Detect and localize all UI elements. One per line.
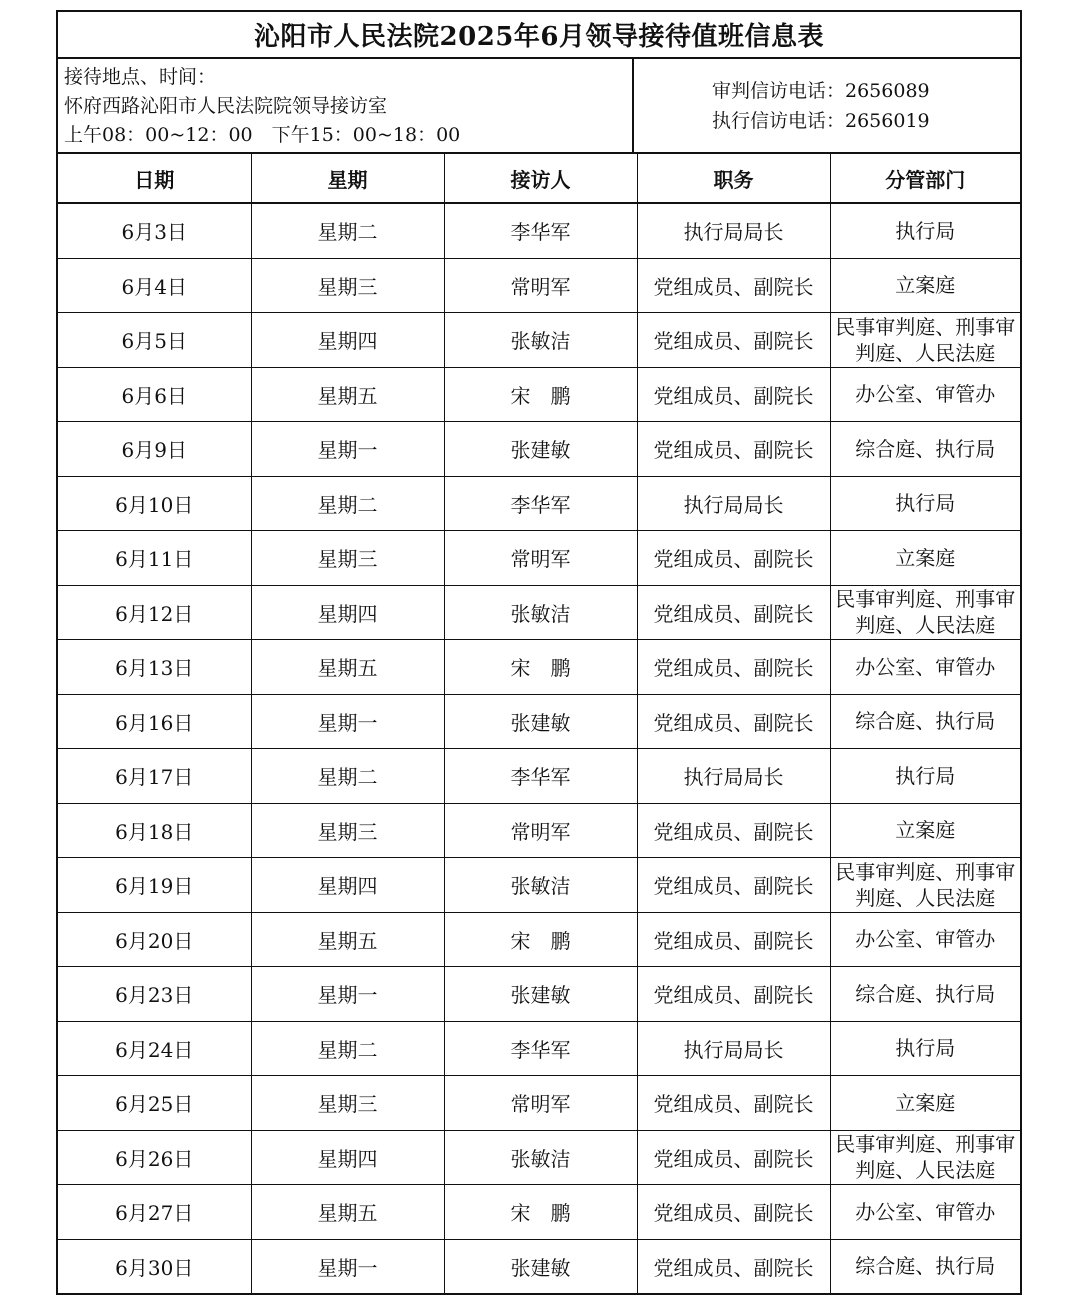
date-cell: 6月4日 xyxy=(58,258,251,313)
weekday-cell: 星期四 xyxy=(251,585,444,640)
table-row xyxy=(58,367,1020,422)
table-row xyxy=(58,694,1020,749)
table-row xyxy=(58,858,1020,913)
person-cell: 张建敏 xyxy=(444,694,637,749)
date-cell: 6月9日 xyxy=(58,422,251,477)
person-cell: 常明军 xyxy=(444,803,637,858)
person-cell: 张建敏 xyxy=(444,422,637,477)
weekday-cell: 星期二 xyxy=(251,749,444,804)
person-cell: 李华军 xyxy=(444,476,637,531)
schedule-table xyxy=(58,154,1020,1293)
dept-cell: 立案庭 xyxy=(830,258,1020,313)
weekday-cell: 星期五 xyxy=(251,640,444,695)
weekday-cell: 星期五 xyxy=(251,367,444,422)
date-cell: 6月30日 xyxy=(58,1239,251,1293)
table-row xyxy=(58,313,1020,368)
header-date: 日期 xyxy=(58,154,251,203)
weekday-cell: 星期三 xyxy=(251,258,444,313)
person-cell: 宋 鹏 xyxy=(444,367,637,422)
date-cell: 6月3日 xyxy=(58,203,251,258)
table-row xyxy=(58,1185,1020,1240)
date-cell: 6月17日 xyxy=(58,749,251,804)
location-text: 怀府西路沁阳市人民法院院领导接访室 xyxy=(64,95,388,117)
weekday-cell: 星期四 xyxy=(251,858,444,913)
weekday-cell: 星期三 xyxy=(251,1076,444,1131)
weekday-cell: 星期五 xyxy=(251,1185,444,1240)
dept-cell: 办公室、审管办 xyxy=(830,912,1020,967)
position-cell: 党组成员、副院长 xyxy=(637,858,830,913)
weekday-cell: 星期二 xyxy=(251,476,444,531)
reception-info xyxy=(58,59,634,152)
dept-cell: 办公室、审管办 xyxy=(830,367,1020,422)
position-cell: 党组成员、副院长 xyxy=(637,694,830,749)
document-title: 沁阳市人民法院2025年6月领导接待值班信息表 xyxy=(58,12,1020,59)
date-cell: 6月13日 xyxy=(58,640,251,695)
dept-cell: 综合庭、执行局 xyxy=(830,694,1020,749)
dept-cell: 综合庭、执行局 xyxy=(830,422,1020,477)
dept-cell: 办公室、审管办 xyxy=(830,1185,1020,1240)
position-cell: 执行局局长 xyxy=(637,749,830,804)
weekday-cell: 星期三 xyxy=(251,803,444,858)
exec-phone: 执行信访电话：2656019 xyxy=(712,109,930,132)
dept-cell: 综合庭、执行局 xyxy=(830,967,1020,1022)
dept-cell: 民事审判庭、刑事审判庭、人民法庭 xyxy=(830,585,1020,640)
person-cell: 常明军 xyxy=(444,1076,637,1131)
person-cell: 张建敏 xyxy=(444,967,637,1022)
hours-text: 上午08：00~12：00 下午15：00~18：00 xyxy=(64,124,461,146)
dept-cell: 立案庭 xyxy=(830,803,1020,858)
position-cell: 党组成员、副院长 xyxy=(637,640,830,695)
weekday-cell: 星期一 xyxy=(251,422,444,477)
table-row xyxy=(58,803,1020,858)
table-row xyxy=(58,476,1020,531)
weekday-cell: 星期一 xyxy=(251,1239,444,1293)
position-cell: 党组成员、副院长 xyxy=(637,313,830,368)
date-cell: 6月12日 xyxy=(58,585,251,640)
table-row xyxy=(58,258,1020,313)
header-person: 接访人 xyxy=(444,154,637,203)
table-row xyxy=(58,531,1020,586)
table-header-row xyxy=(58,154,1020,203)
person-cell: 张敏洁 xyxy=(444,313,637,368)
person-cell: 宋 鹏 xyxy=(444,640,637,695)
date-cell: 6月25日 xyxy=(58,1076,251,1131)
position-cell: 党组成员、副院长 xyxy=(637,967,830,1022)
position-cell: 执行局局长 xyxy=(637,203,830,258)
dept-cell: 执行局 xyxy=(830,476,1020,531)
weekday-cell: 星期二 xyxy=(251,203,444,258)
duty-schedule-sheet xyxy=(56,10,1022,1295)
position-cell: 党组成员、副院长 xyxy=(637,422,830,477)
person-cell: 常明军 xyxy=(444,258,637,313)
position-cell: 党组成员、副院长 xyxy=(637,1185,830,1240)
person-cell: 宋 鹏 xyxy=(444,1185,637,1240)
person-cell: 宋 鹏 xyxy=(444,912,637,967)
weekday-cell: 星期一 xyxy=(251,967,444,1022)
date-cell: 6月19日 xyxy=(58,858,251,913)
position-cell: 党组成员、副院长 xyxy=(637,585,830,640)
dept-cell: 立案庭 xyxy=(830,531,1020,586)
table-row xyxy=(58,1021,1020,1076)
weekday-cell: 星期四 xyxy=(251,1130,444,1185)
position-cell: 执行局局长 xyxy=(637,1021,830,1076)
header-position: 职务 xyxy=(637,154,830,203)
table-row xyxy=(58,1239,1020,1293)
dept-cell: 执行局 xyxy=(830,1021,1020,1076)
date-cell: 6月23日 xyxy=(58,967,251,1022)
person-cell: 李华军 xyxy=(444,1021,637,1076)
header-weekday: 星期 xyxy=(251,154,444,203)
person-cell: 张敏洁 xyxy=(444,1130,637,1185)
dept-cell: 民事审判庭、刑事审判庭、人民法庭 xyxy=(830,1130,1020,1185)
table-row xyxy=(58,1076,1020,1131)
date-cell: 6月5日 xyxy=(58,313,251,368)
table-row xyxy=(58,967,1020,1022)
position-cell: 党组成员、副院长 xyxy=(637,1130,830,1185)
table-row xyxy=(58,585,1020,640)
weekday-cell: 星期一 xyxy=(251,694,444,749)
dept-cell: 综合庭、执行局 xyxy=(830,1239,1020,1293)
date-cell: 6月20日 xyxy=(58,912,251,967)
date-cell: 6月16日 xyxy=(58,694,251,749)
position-cell: 执行局局长 xyxy=(637,476,830,531)
table-row xyxy=(58,422,1020,477)
dept-cell: 办公室、审管办 xyxy=(830,640,1020,695)
table-row xyxy=(58,749,1020,804)
date-cell: 6月18日 xyxy=(58,803,251,858)
header-dept: 分管部门 xyxy=(830,154,1020,203)
position-cell: 党组成员、副院长 xyxy=(637,1076,830,1131)
table-row xyxy=(58,1130,1020,1185)
position-cell: 党组成员、副院长 xyxy=(637,367,830,422)
date-cell: 6月24日 xyxy=(58,1021,251,1076)
date-cell: 6月26日 xyxy=(58,1130,251,1185)
dept-cell: 执行局 xyxy=(830,203,1020,258)
position-cell: 党组成员、副院长 xyxy=(637,1239,830,1293)
person-cell: 常明军 xyxy=(444,531,637,586)
position-cell: 党组成员、副院长 xyxy=(637,258,830,313)
person-cell: 张敏洁 xyxy=(444,858,637,913)
weekday-cell: 星期三 xyxy=(251,531,444,586)
table-row xyxy=(58,640,1020,695)
dept-cell: 执行局 xyxy=(830,749,1020,804)
dept-cell: 民事审判庭、刑事审判庭、人民法庭 xyxy=(830,313,1020,368)
position-cell: 党组成员、副院长 xyxy=(637,531,830,586)
weekday-cell: 星期五 xyxy=(251,912,444,967)
date-cell: 6月11日 xyxy=(58,531,251,586)
date-cell: 6月27日 xyxy=(58,1185,251,1240)
table-row xyxy=(58,912,1020,967)
person-cell: 张建敏 xyxy=(444,1239,637,1293)
dept-cell: 立案庭 xyxy=(830,1076,1020,1131)
person-cell: 李华军 xyxy=(444,203,637,258)
date-cell: 6月6日 xyxy=(58,367,251,422)
phone-info xyxy=(634,59,1020,152)
date-cell: 6月10日 xyxy=(58,476,251,531)
info-row xyxy=(58,59,1020,154)
position-cell: 党组成员、副院长 xyxy=(637,803,830,858)
weekday-cell: 星期四 xyxy=(251,313,444,368)
weekday-cell: 星期二 xyxy=(251,1021,444,1076)
person-cell: 张敏洁 xyxy=(444,585,637,640)
location-label: 接待地点、时间： xyxy=(64,66,217,88)
trial-phone: 审判信访电话：2656089 xyxy=(712,79,930,102)
table-row xyxy=(58,203,1020,258)
position-cell: 党组成员、副院长 xyxy=(637,912,830,967)
dept-cell: 民事审判庭、刑事审判庭、人民法庭 xyxy=(830,858,1020,913)
person-cell: 李华军 xyxy=(444,749,637,804)
